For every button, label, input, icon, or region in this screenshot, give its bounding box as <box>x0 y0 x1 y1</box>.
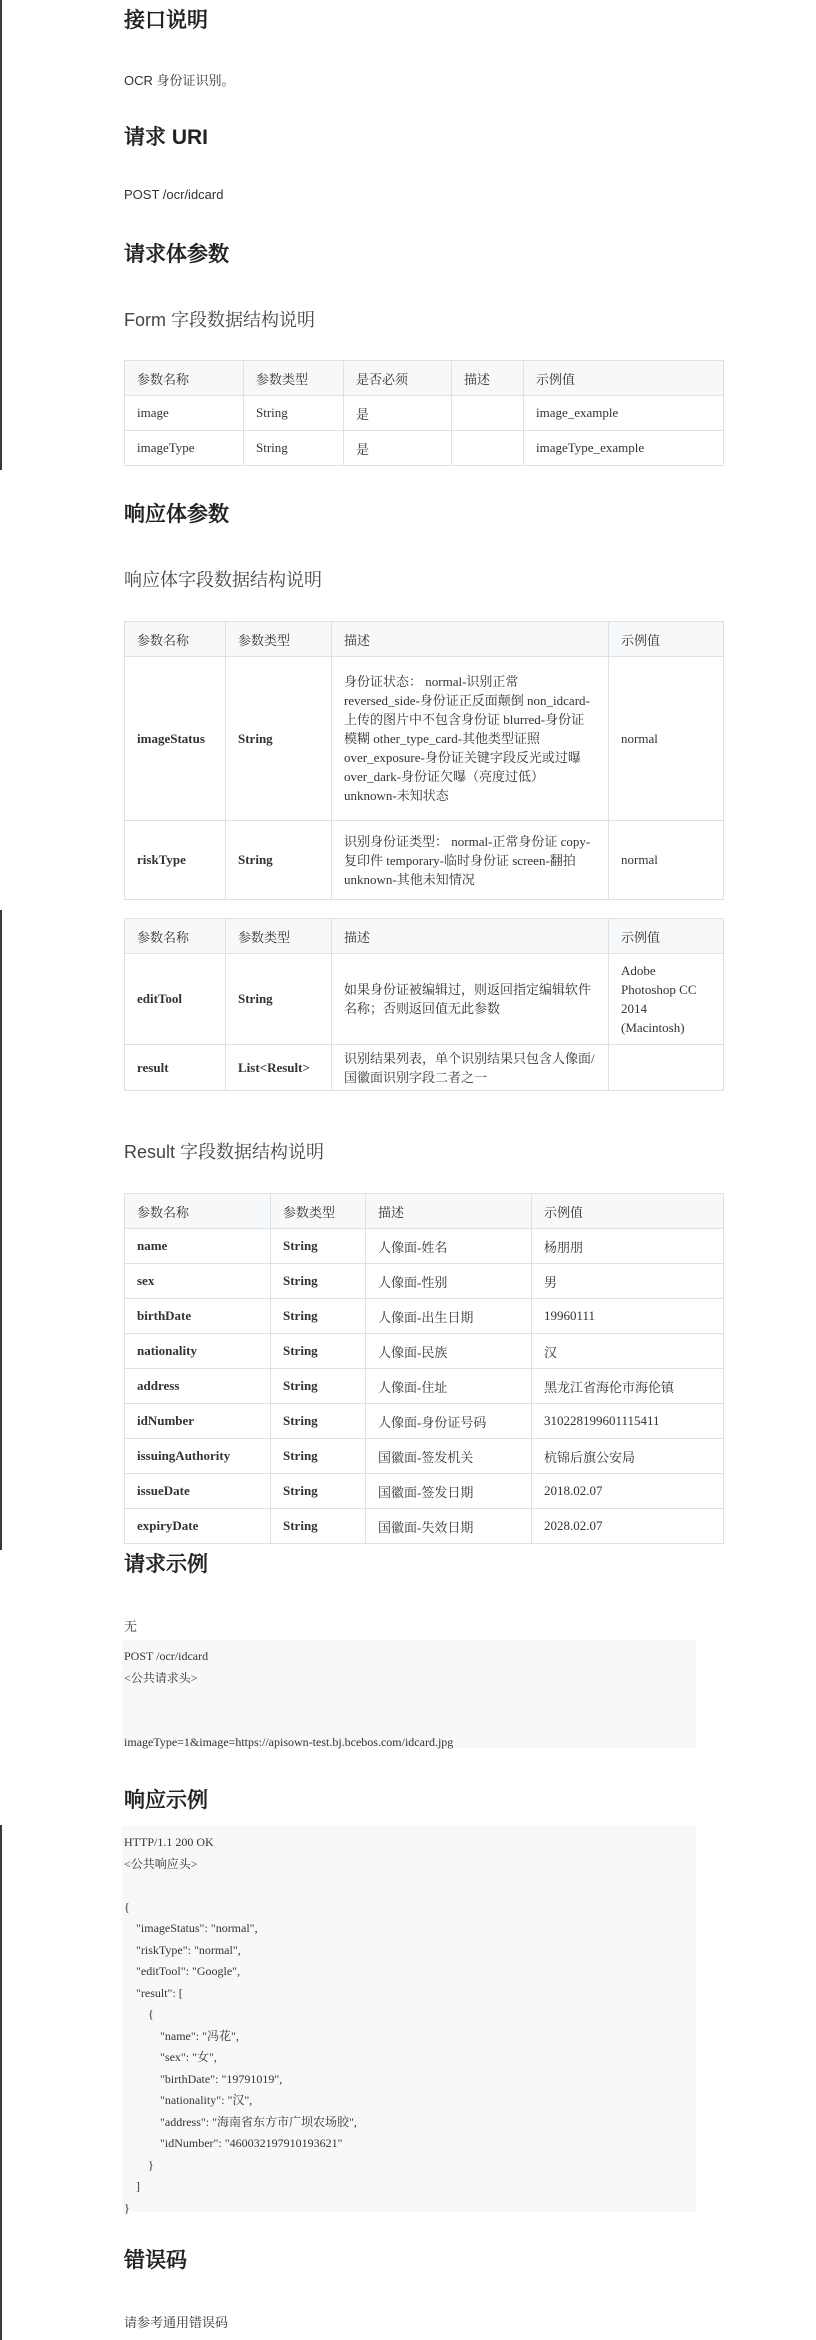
header-cell: 参数名称 <box>125 1194 271 1229</box>
table-row <box>125 1264 724 1299</box>
table-cell: 国徽面-失效日期 <box>366 1509 532 1544</box>
table-row <box>125 396 724 431</box>
response-structure-subtitle: 响应体字段数据结构说明 <box>124 570 322 590</box>
header-cell: 参数类型 <box>226 919 332 954</box>
response-example-code: HTTP/1.1 200 OK <公共响应头> { "imageStatus": "normal", "riskType": "normal", "editTool": "Google", "result": [ { "name": "冯花", "sex": "女", "birthDate": "19791019", "nationality": "汉", "address": "海南省东方市广坝农场胶", "idNumber": "460032197910193621" } ] } <box>122 1826 696 2212</box>
table-header-row <box>125 919 724 954</box>
table-cell: List<Result> <box>226 1045 332 1091</box>
header-cell: 描述 <box>452 361 524 396</box>
form-params-table <box>124 360 724 466</box>
table-cell: String <box>226 954 332 1045</box>
table-row <box>125 1474 724 1509</box>
table-row <box>125 821 724 900</box>
request-example-code: POST /ocr/idcard <公共请求头> imageType=1&image=https://apisown-test.bj.bcebos.com/idcard.jpg <box>122 1640 696 1748</box>
header-cell: 参数名称 <box>125 919 226 954</box>
left-border-line <box>0 0 2 470</box>
table-cell: 汉 <box>532 1334 724 1369</box>
table-cell: imageStatus <box>125 657 226 821</box>
table-cell: normal <box>609 821 724 900</box>
table-cell: sex <box>125 1264 271 1299</box>
table-cell: birthDate <box>125 1299 271 1334</box>
table-cell: String <box>271 1229 366 1264</box>
table-cell: 男 <box>532 1264 724 1299</box>
table-cell: String <box>271 1299 366 1334</box>
header-cell: 参数名称 <box>125 361 244 396</box>
table-row <box>125 1439 724 1474</box>
table-cell: name <box>125 1229 271 1264</box>
result-structure-subtitle: Result 字段数据结构说明 <box>124 1142 325 1162</box>
table-row <box>125 1334 724 1369</box>
table-row <box>125 1369 724 1404</box>
header-cell: 示例值 <box>524 361 724 396</box>
table-cell: String <box>271 1474 366 1509</box>
table-cell: String <box>244 396 344 431</box>
table-cell: 人像面-身份证号码 <box>366 1404 532 1439</box>
section-title-error-codes: 错误码 <box>124 2249 187 2272</box>
table-cell: address <box>125 1369 271 1404</box>
left-border-line <box>0 910 2 1550</box>
header-cell: 参数名称 <box>125 622 226 657</box>
table-cell: 2028.02.07 <box>532 1509 724 1544</box>
table-cell: String <box>271 1369 366 1404</box>
table-cell: String <box>271 1334 366 1369</box>
table-header-row <box>125 1194 724 1229</box>
section-title-request-body: 请求体参数 <box>124 243 229 266</box>
section-title-request-example: 请求示例 <box>124 1553 208 1576</box>
table-cell: 杨朋朋 <box>532 1229 724 1264</box>
table-cell <box>609 1045 724 1091</box>
table-cell: 如果身份证被编辑过，则返回指定编辑软件名称；否则返回值无此参数 <box>332 954 609 1045</box>
table-cell: imageType <box>125 431 244 466</box>
table-cell: String <box>226 821 332 900</box>
table-row <box>125 1404 724 1439</box>
table-cell: 杭锦后旗公安局 <box>532 1439 724 1474</box>
request-example-note: 无 <box>124 1619 138 1634</box>
header-cell: 示例值 <box>532 1194 724 1229</box>
table-cell: String <box>244 431 344 466</box>
table-cell: nationality <box>125 1334 271 1369</box>
header-cell: 描述 <box>332 622 609 657</box>
table-cell: 人像面-出生日期 <box>366 1299 532 1334</box>
table-row <box>125 1299 724 1334</box>
response-params-table-continued <box>124 918 724 1091</box>
table-cell: 人像面-姓名 <box>366 1229 532 1264</box>
request-uri-text: POST /ocr/idcard <box>124 187 224 202</box>
table-cell: 是 <box>344 396 452 431</box>
header-cell: 是否必须 <box>344 361 452 396</box>
table-cell: expiryDate <box>125 1509 271 1544</box>
section-title-response-body: 响应体参数 <box>124 503 229 526</box>
table-row <box>125 954 724 1045</box>
response-params-table <box>124 621 724 900</box>
table-cell: 是 <box>344 431 452 466</box>
table-cell: 310228199601115411 <box>532 1404 724 1439</box>
table-row <box>125 1509 724 1544</box>
table-cell: 识别结果列表，单个识别结果只包含人像面/国徽面识别字段二者之一 <box>332 1045 609 1091</box>
table-cell: result <box>125 1045 226 1091</box>
table-cell: image_example <box>524 396 724 431</box>
table-cell: String <box>271 1439 366 1474</box>
left-border-line <box>0 1825 2 2340</box>
table-cell: String <box>271 1509 366 1544</box>
table-cell: 黑龙江省海伦市海伦镇 <box>532 1369 724 1404</box>
section-title-interface: 接口说明 <box>124 9 208 32</box>
table-cell: normal <box>609 657 724 821</box>
table-header-row <box>125 622 724 657</box>
table-cell: 识别身份证类型： normal-正常身份证 copy-复印件 temporary-临时身份证 screen-翻拍 unknown-其他未知情况 <box>332 821 609 900</box>
form-structure-subtitle: Form 字段数据结构说明 <box>124 310 315 330</box>
interface-description: OCR 身份证识别。 <box>124 73 235 88</box>
header-cell: 描述 <box>332 919 609 954</box>
table-cell: 2018.02.07 <box>532 1474 724 1509</box>
table-cell: editTool <box>125 954 226 1045</box>
table-cell: 人像面-民族 <box>366 1334 532 1369</box>
table-cell: String <box>226 657 332 821</box>
table-cell: issuingAuthority <box>125 1439 271 1474</box>
table-cell: 人像面-住址 <box>366 1369 532 1404</box>
table-cell: 国徽面-签发机关 <box>366 1439 532 1474</box>
table-row <box>125 431 724 466</box>
section-title-request-uri: 请求 URI <box>124 126 208 149</box>
table-cell: 国徽面-签发日期 <box>366 1474 532 1509</box>
table-cell: idNumber <box>125 1404 271 1439</box>
table-cell: riskType <box>125 821 226 900</box>
table-cell <box>452 396 524 431</box>
result-fields-table <box>124 1193 724 1544</box>
table-cell: 身份证状态： normal-识别正常 reversed_side-身份证正反面颠倒 non_idcard-上传的图片中不包含身份证 blurred-身份证模糊 other_type_card-其他类型证照 over_exposure-身份证关键字段反光或过曝 over_dark-身份证欠曝（亮度过低） unknown-未知状态 <box>332 657 609 821</box>
table-cell: issueDate <box>125 1474 271 1509</box>
header-cell: 示例值 <box>609 622 724 657</box>
table-cell <box>452 431 524 466</box>
table-cell: imageType_example <box>524 431 724 466</box>
table-cell: 人像面-性别 <box>366 1264 532 1299</box>
table-cell: image <box>125 396 244 431</box>
header-cell: 参数类型 <box>244 361 344 396</box>
table-row <box>125 657 724 821</box>
header-cell: 参数类型 <box>271 1194 366 1229</box>
header-cell: 参数类型 <box>226 622 332 657</box>
table-header-row <box>125 361 724 396</box>
header-cell: 描述 <box>366 1194 532 1229</box>
table-row <box>125 1229 724 1264</box>
error-codes-text: 请参考通用错误码 <box>124 2315 229 2330</box>
table-cell: Adobe Photoshop CC 2014 (Macintosh) <box>609 954 724 1045</box>
section-title-response-example: 响应示例 <box>124 1789 208 1812</box>
header-cell: 示例值 <box>609 919 724 954</box>
table-cell: String <box>271 1264 366 1299</box>
table-cell: 19960111 <box>532 1299 724 1334</box>
table-row <box>125 1045 724 1091</box>
table-cell: String <box>271 1404 366 1439</box>
